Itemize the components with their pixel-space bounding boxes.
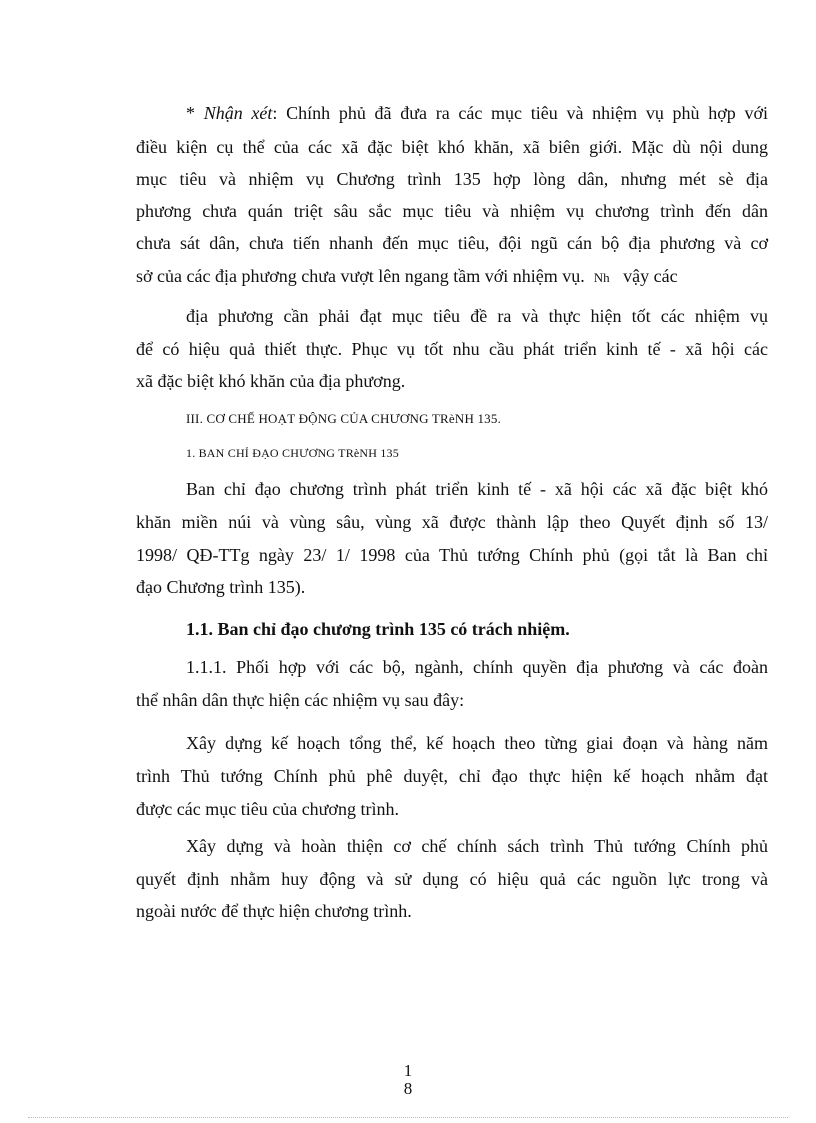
- subsection-heading: 1. BAN CHỈ ĐẠO CHƯƠNG TRèNH 135: [186, 446, 399, 460]
- paragraph-line: đạo Chương trình 135).: [136, 577, 306, 597]
- paragraph-line: thể nhân dân thực hiện các nhiệm vụ sau đây:: [136, 690, 465, 710]
- paragraph-line: khăn miền núi và vùng sâu, vùng xã được thành lập theo Quyết định số 13/: [136, 512, 768, 532]
- paragraph-line: trình Thủ tướng Chính phủ phê duyệt, chỉ đạo thực hiện kế hoạch nhằm đạt: [136, 766, 768, 786]
- page-number-bottom: 8: [403, 1079, 413, 1098]
- page-bottom-divider: [28, 1117, 788, 1118]
- paragraph-line: xã đặc biệt khó khăn của địa phương.: [136, 371, 406, 391]
- paragraph-line: [186, 101, 768, 125]
- paragraph-text: sở của các địa phương chưa vượt lên ngang tầm với nhiệm vụ.: [136, 266, 585, 286]
- paragraph-line: Xây dựng kế hoạch tổng thể, kế hoạch theo từng giai đoạn và hàng năm: [186, 733, 768, 753]
- remark-label: Nhận xét: [203, 103, 273, 123]
- paragraph-line: chưa sát dân, chưa tiến nhanh đến mục tiêu, đội ngũ cán bộ địa phương và cơ: [136, 233, 768, 253]
- section-heading: III. CƠ CHẾ HOẠT ĐỘNG CỦA CHƯƠNG TRèNH 135.: [186, 411, 502, 426]
- bold-heading: 1.1. Ban chỉ đạo chương trình 135 có trách nhiệm.: [186, 619, 570, 639]
- paragraph-line: 1.1.1. Phối hợp với các bộ, ngành, chính quyền địa phương và các đoàn: [186, 657, 768, 677]
- paragraph-line: Ban chỉ đạo chương trình phát triển kinh tế - xã hội các xã đặc biệt khó: [186, 479, 768, 499]
- paragraph-line: để có hiệu quả thiết thực. Phục vụ tốt nhu cầu phát triển kinh tế - xã hội các: [136, 339, 768, 359]
- paragraph-line: quyết định nhằm huy động và sử dụng có hiệu quả các nguồn lực trong và: [136, 869, 768, 889]
- paragraph-text: : Chính phủ đã đưa ra các mục tiêu và nhiệm vụ phù hợp với: [272, 103, 768, 123]
- paragraph-line: địa phương cần phải đạt mục tiêu đề ra và thực hiện tốt các nhiệm vụ: [186, 306, 768, 326]
- paragraph-line: được các mục tiêu của chương trình.: [136, 799, 399, 819]
- paragraph-line: ngoài nước để thực hiện chương trình.: [136, 901, 412, 921]
- page-number-top: 1: [403, 1061, 413, 1080]
- paragraph-line: điều kiện cụ thể của các xã đặc biệt khó khăn, xã biên giới. Mặc dù nội dung: [136, 137, 768, 157]
- bullet-mark: *: [186, 103, 204, 123]
- paragraph-line: 1998/ QĐ-TTg ngày 23/ 1/ 1998 của Thủ tướng Chính phủ (gọi tắt là Ban chỉ: [136, 545, 768, 565]
- paragraph-line: Xây dựng và hoàn thiện cơ chế chính sách trình Thủ tướng Chính phủ: [186, 836, 768, 856]
- paragraph-line: phương chưa quán triệt sâu sắc mục tiêu và nhiệm vụ chương trình đến dân: [136, 201, 768, 221]
- paragraph-line: [136, 264, 768, 290]
- paragraph-text: vậy các: [623, 266, 678, 286]
- paragraph-line: mục tiêu và nhiệm vụ Chương trình 135 hợp lòng dân, nhưng mét sè địa: [136, 169, 768, 189]
- paragraph-text-small: Nh: [593, 270, 610, 285]
